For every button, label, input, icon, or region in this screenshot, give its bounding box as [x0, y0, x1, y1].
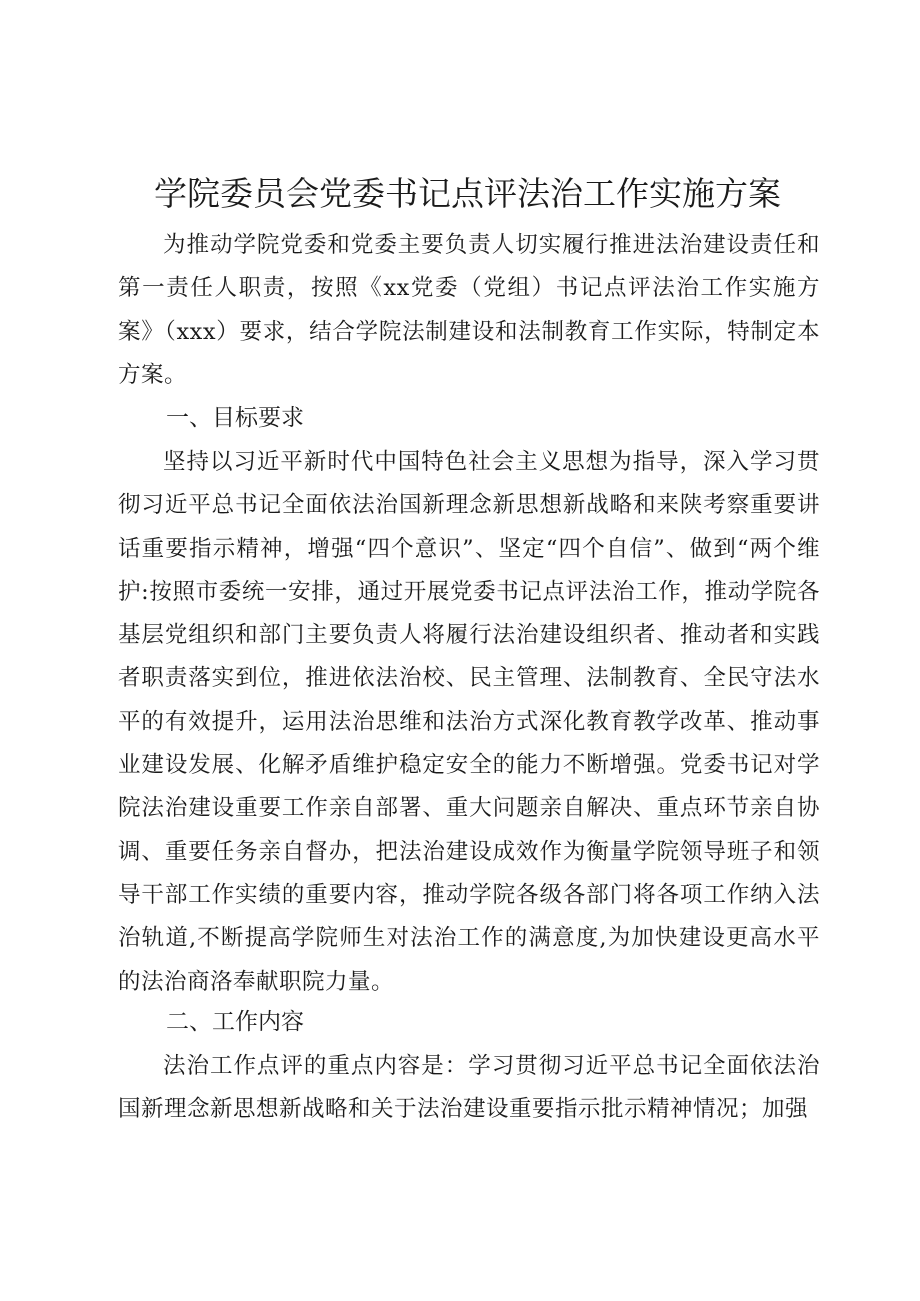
intro-paragraph: 为推动学院党委和党委主要负责人切实履行推进法治建设责任和第一责任人职责，按照《xx党委（党组）书记点评法治工作实施方案》（xxx）要求，结合学院法制建设和法制教育工作实际，特制定本方案。: [118, 232, 820, 388]
work-content-paragraph: 法治工作点评的重点内容是：学习贯彻习近平总书记全面依法治国新理念新思想新战略和关于法治建设重要指示批示精神情况；加强: [118, 1053, 820, 1123]
section-heading-work-content: 二、工作内容: [166, 1009, 304, 1035]
goals-paragraph: 坚持以习近平新时代中国特色社会主义思想为指导，深入学习贯彻习近平总书记全面依法治国新理念新思想新战略和来陕考察重要讲话重要指示精神，增强“四个意识”、坚定“四个自信”、做到“两个维护:按照市委统一安排，通过开展党委书记点评法治工作，推动学院各基层党组织和部门主要负责人将履行法治建设组织者、推动者和实践者职责落实到位，推进依法治校、民主管理、法制教育、全民守法水平的有效提升，运用法治思维和法治方式深化教育教学改革、推动事业建设发展、化解矛盾维护稳定安全的能力不断增强。党委书记对学院法治建设重要工作亲自部署、重大问题亲自解决、重点环节亲自协调、重要任务亲自督办，把法治建设成效作为衡量学院领导班子和领导干部工作实绩的重要内容，推动学院各级各部门将各项工作纳入法治轨道,不断提高学院师生对法治工作的满意度,为加快建设更高水平的法治商洛奉献职院力量。: [118, 449, 820, 995]
document-title: 学院委员会党委书记点评法治工作实施方案: [154, 174, 781, 213]
section-heading-goals: 一、目标要求: [166, 405, 304, 431]
